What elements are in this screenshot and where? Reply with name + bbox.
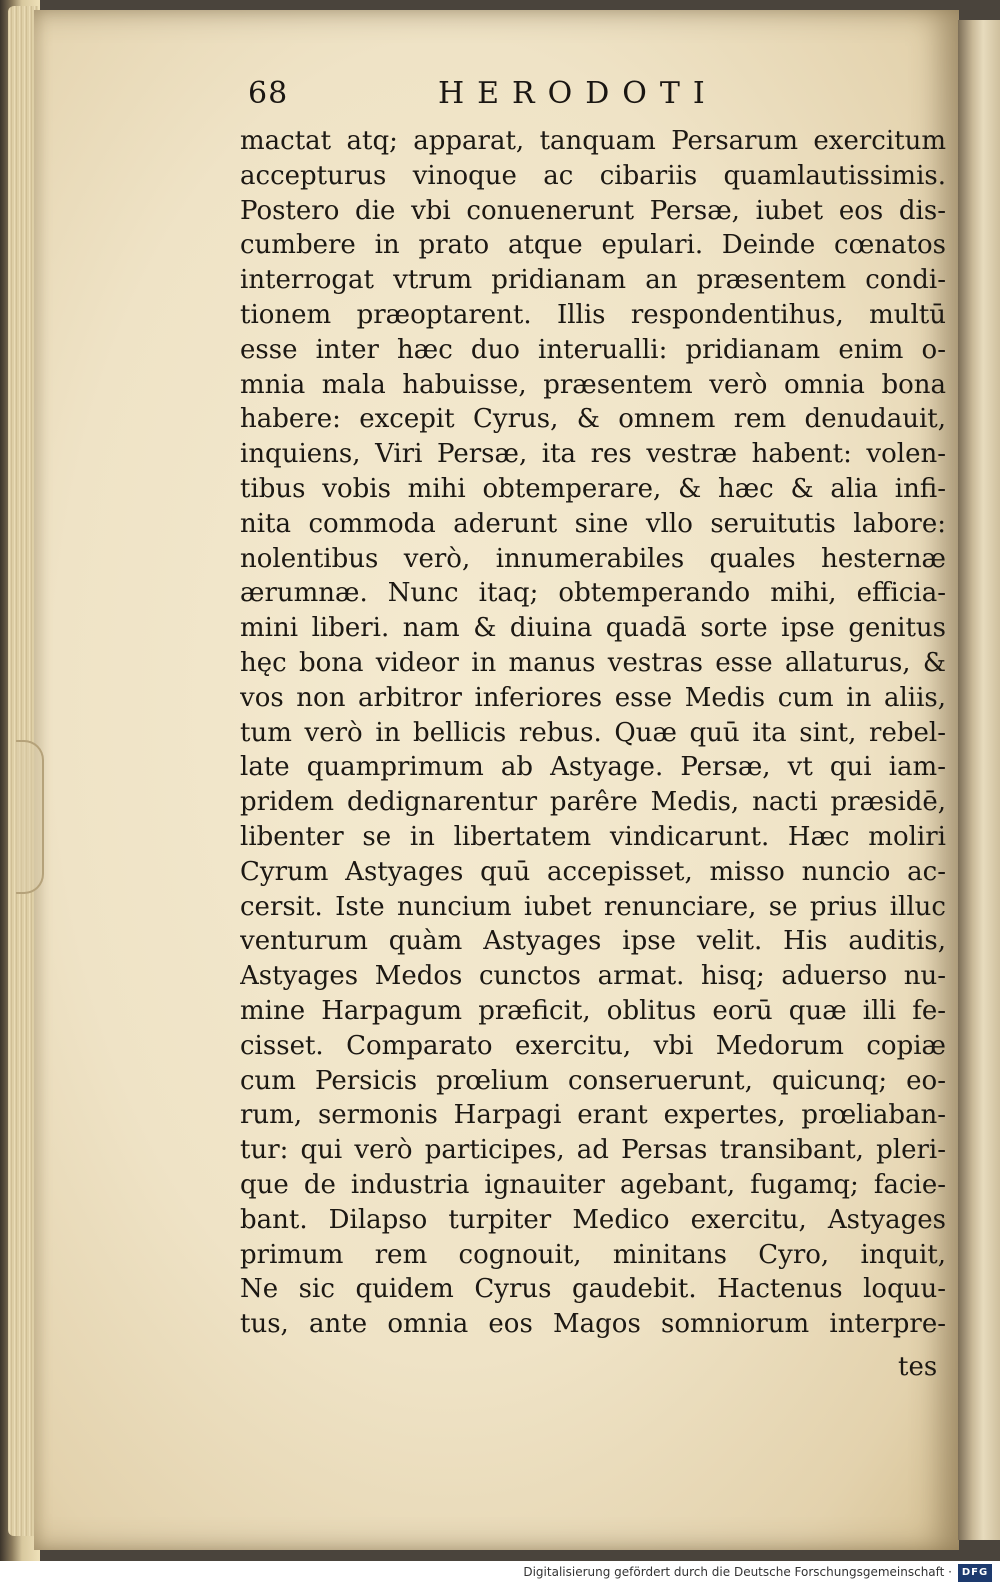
text-line: mini liberi. nam & diuina quadā sorte ipse genitus: [240, 613, 946, 644]
text-line: primum rem cognouit, minitans Cyro, inquit,: [240, 1239, 946, 1270]
funding-credit: Digitalisierung gefördert durch die Deutsche Forschungsgemeinschaft ·: [523, 1565, 952, 1579]
text-line: accepturus vinoque ac cibariis quamlautissimis.: [240, 160, 946, 191]
text-line: mine Harpagum præficit, oblitus eorū quæ illi fe-: [240, 995, 946, 1026]
text-line: nolentibus verò, innumerabiles quales hesternæ: [240, 543, 946, 574]
page-clip-mark: [16, 740, 44, 894]
text-line: tur: qui verò participes, ad Persas transibant, pleri-: [240, 1135, 946, 1166]
text-line: Postero die vbi conuenerunt Persæ, iubet eos dis-: [240, 195, 946, 226]
text-line: late quamprimum ab Astyage. Persæ, vt qui iam-: [240, 752, 946, 783]
page-header: [248, 76, 778, 120]
text-line: mnia mala habuisse, præsentem verò omnia bona: [240, 369, 946, 400]
text-line: inquiens, Viri Persæ, ita res vestræ habent: volen-: [240, 439, 946, 470]
text-line: cersit. Iste nuncium iubet renunciare, se prius illuc: [240, 891, 946, 922]
text-line: interrogat vtrum pridianam an præsentem condi-: [240, 265, 946, 296]
text-line: pridem dedignarentur parêre Medis, nacti præsidē,: [240, 787, 946, 818]
text-line: libenter se in libertatem vindicarunt. Hæc moliri: [240, 821, 946, 852]
text-line: ærumnæ. Nunc itaq; obtemperando mihi, efficia-: [240, 578, 946, 609]
text-line: bant. Dilapso turpiter Medico exercitu, Astyages: [240, 1204, 946, 1235]
text-line: venturum quàm Astyages ipse velit. His auditis,: [240, 926, 946, 957]
text-line: tum verò in bellicis rebus. Quæ quū ita sint, rebel-: [240, 717, 946, 748]
text-line: cumbere in prato atque epulari. Deinde cœnatos: [240, 230, 946, 261]
text-line: habere: excepit Cyrus, & omnem rem denudauit,: [240, 404, 946, 435]
text-line: mactat atq; apparat, tanquam Persarum exercitum: [240, 126, 946, 156]
text-line: cum Persicis prœlium conseruerunt, quicunq; eo-: [240, 1065, 946, 1096]
catchword: tes: [898, 1352, 938, 1382]
text-line: Astyages Medos cunctos armat. hisq; aduerso nu-: [240, 961, 946, 992]
text-line: tionem præoptarent. Illis respondentihus, multū: [240, 299, 946, 330]
dfg-logo: DFG: [958, 1564, 992, 1582]
text-line: tibus vobis mihi obtemperare, & hæc & alia infi-: [240, 473, 946, 504]
text-line: hęc bona videor in manus vestras esse allaturus, &: [240, 647, 946, 678]
text-line: nita commoda aderunt sine vllo seruitutis labore:: [240, 508, 946, 539]
body-text: [240, 124, 946, 1342]
text-line: que de industria ignauiter agebant, fugamq; facie-: [240, 1169, 946, 1200]
text-line: rum, sermonis Harpagi erant expertes, prœliaban-: [240, 1100, 946, 1131]
page-number: 68: [248, 76, 289, 111]
text-line: cisset. Comparato exercitu, vbi Medorum copiæ: [240, 1030, 946, 1061]
text-line: Ne sic quidem Cyrus gaudebit. Hactenus loquu-: [240, 1274, 946, 1305]
text-line: tus, ante omnia eos Magos somniorum interpre-: [240, 1309, 946, 1340]
running-title: HERODOTI: [438, 76, 718, 111]
text-line: vos non arbitror inferiores esse Medis cum in aliis,: [240, 682, 946, 713]
digitization-footer: [0, 1561, 1000, 1587]
text-line: esse inter hæc duo interualli: pridianam enim o-: [240, 334, 946, 365]
text-line: Cyrum Astyages quū accepisset, misso nuncio ac-: [240, 856, 946, 887]
facing-page-edge: [958, 20, 1000, 1540]
